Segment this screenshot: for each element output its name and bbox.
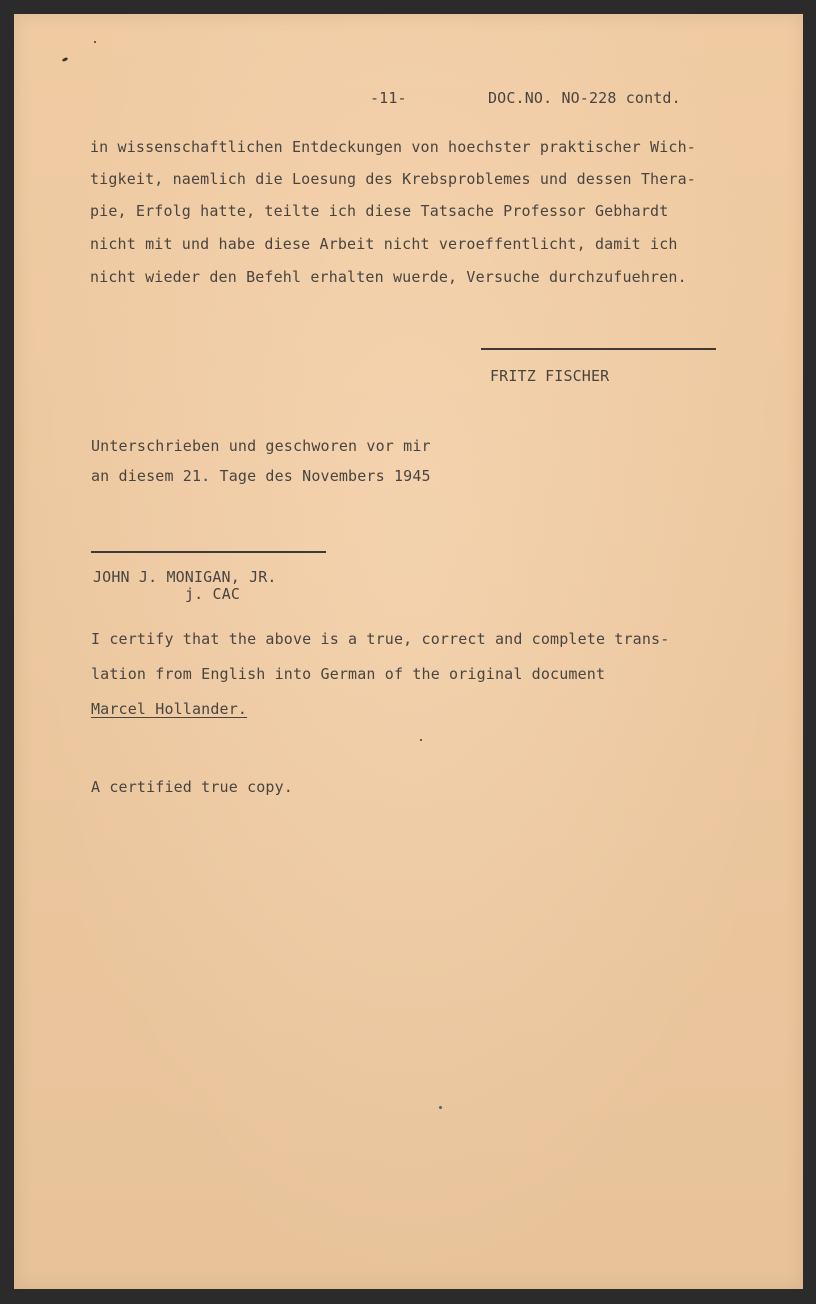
document-reference: DOC.NO. NO-228 contd.: [488, 89, 681, 107]
ink-speck: [439, 1106, 442, 1109]
body-line: nicht mit und habe diese Arbeit nicht veroeffentlicht, damit ich: [90, 235, 678, 253]
certification-line: I certify that the above is a true, correct and complete trans-: [91, 630, 670, 648]
body-line: in wissenschaftlichen Entdeckungen von hoechster praktischer Wich-: [90, 138, 696, 156]
certified-copy-note: A certified true copy.: [91, 778, 293, 796]
certification-line: lation from English into German of the original document: [91, 665, 606, 683]
officer-signature-line: [91, 551, 326, 553]
ink-speck: [420, 739, 422, 741]
officer-name: JOHN J. MONIGAN, JR.: [93, 568, 277, 586]
body-line: nicht wieder den Befehl erhalten wuerde, Versuche durchzufuehren.: [90, 268, 687, 286]
oath-line: an diesem 21. Tage des Novembers 1945: [91, 467, 431, 485]
document-page: [14, 14, 803, 1289]
officer-rank: j. CAC: [185, 585, 241, 603]
oath-line: Unterschrieben und geschworen vor mir: [91, 437, 431, 455]
ink-speck: [94, 41, 96, 43]
ink-speck: [62, 57, 69, 62]
signature-line: [481, 348, 716, 350]
body-line: tigkeit, naemlich die Loesung des Krebsproblemes und dessen Thera-: [90, 170, 696, 188]
translator-name: Marcel Hollander.: [91, 700, 248, 718]
signatory-name: FRITZ FISCHER: [490, 367, 610, 385]
page-number: -11-: [370, 89, 407, 107]
body-line: pie, Erfolg hatte, teilte ich diese Tatsache Professor Gebhardt: [90, 202, 669, 220]
